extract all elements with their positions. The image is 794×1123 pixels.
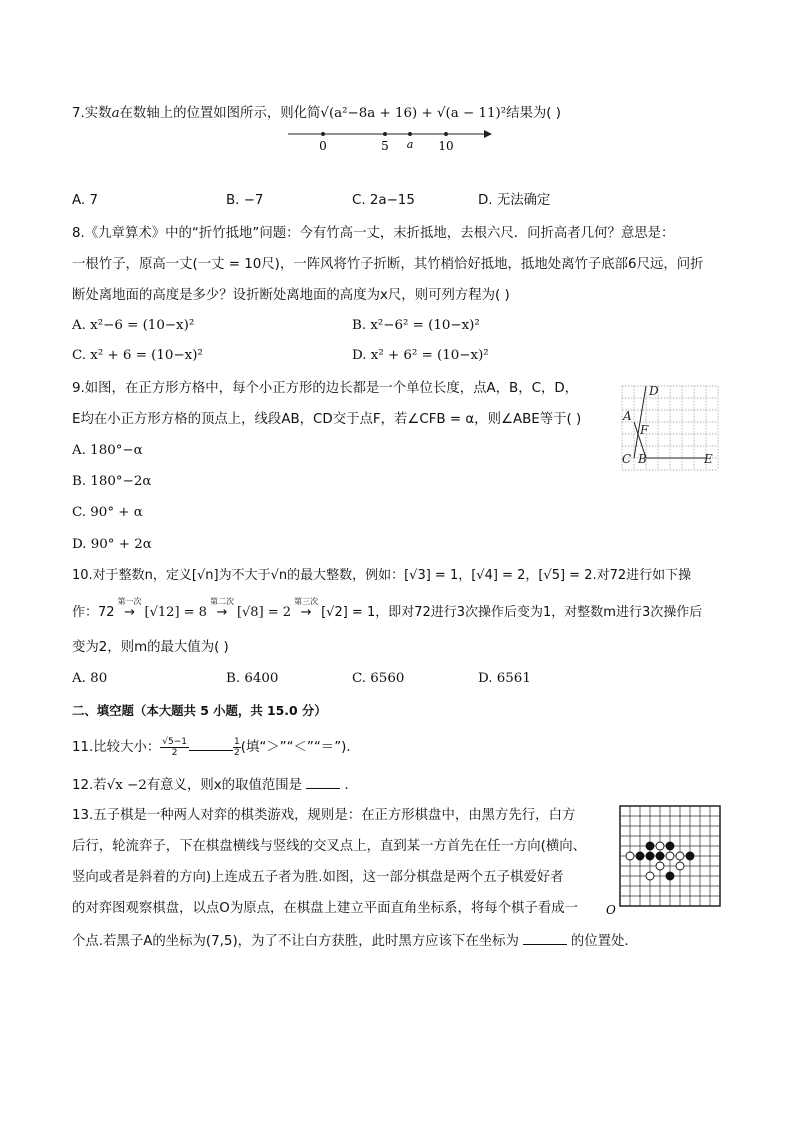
axis-label-5: 5	[381, 139, 389, 153]
q11-frac1-den: 2	[171, 747, 178, 758]
q10-line-2-c: [√2] = 1，即对72进行3次操作后变为1，对整数m进行3次操作后	[321, 605, 703, 620]
origin-label: O	[606, 903, 616, 916]
q7-stem-pre: 7.实数	[72, 106, 112, 121]
q9-option-c[interactable]: C. 90° + α	[72, 505, 143, 520]
q11-pre: 11.比较大小：	[72, 740, 161, 755]
q11-frac1-num: √5−1	[162, 736, 187, 747]
q13-gomoku-board	[604, 804, 722, 916]
q7-option-d[interactable]: D. 无法确定	[478, 193, 551, 208]
q8-option-a[interactable]: A. x²−6 = (10−x)²	[72, 318, 195, 333]
q12-answer-blank[interactable]	[306, 774, 340, 789]
q7-option-a[interactable]: A. 7	[72, 193, 98, 208]
q8-option-c[interactable]: C. x² + 6 = (10−x)²	[72, 348, 203, 363]
q9-option-b[interactable]: B. 180°−2α	[72, 474, 152, 489]
q9-option-d[interactable]: D. 90° + 2α	[72, 537, 152, 552]
black-stone	[666, 842, 674, 850]
white-stone	[656, 862, 664, 870]
q9-grid-figure	[618, 382, 724, 482]
white-stone	[646, 872, 654, 880]
q7-option-c[interactable]: C. 2a−15	[352, 193, 415, 208]
q10-step-3: 第三次	[294, 597, 319, 606]
q12-post: ．	[344, 778, 358, 793]
q12-line	[72, 774, 358, 796]
q10-line-2-pre: 作：72	[72, 605, 115, 620]
q11-frac2-num: 1	[233, 736, 240, 747]
figure-label-f: F	[640, 423, 649, 437]
q10-line-2-b: [√8] = 2	[236, 605, 292, 620]
black-stone	[656, 852, 664, 860]
figure-label-d: D	[649, 384, 659, 398]
q8-option-d[interactable]: D. x² + 6² = (10−x)²	[352, 348, 489, 363]
black-stone	[646, 842, 654, 850]
q8-line-3: 断处离地面的高度是多少？设折断处离地面的高度为x尺，则可列方程为( )	[72, 288, 510, 303]
q10-step-2: 第二次	[209, 597, 234, 606]
q11-answer-blank[interactable]	[189, 736, 233, 751]
q7-stem-mid: 在数轴上的位置如图所示，则化简	[119, 106, 321, 121]
black-stone	[636, 852, 644, 860]
figure-label-b: B	[638, 452, 647, 466]
q13-line-1: 13.五子棋是一种两人对弈的棋类游戏，规则是：在正方形棋盘中，由黑方先行，白方	[72, 808, 576, 823]
white-stone	[666, 852, 674, 860]
q9-option-a[interactable]: A. 180°−α	[72, 443, 143, 458]
figure-label-a: A	[623, 409, 632, 423]
white-stone	[626, 852, 634, 860]
q7-option-b[interactable]: B. −7	[226, 193, 264, 208]
q8-option-b[interactable]: B. x²−6² = (10−x)²	[352, 318, 480, 333]
axis-label-0: 0	[319, 139, 327, 153]
q7-stem-post: 结果为( )	[506, 106, 561, 121]
q10-line-1: 10.对于整数n，定义[√n]为不大于√n的最大整数，例如：[√3] = 1，[√4] = 2，[√5] = 2.对72进行如下操	[72, 568, 692, 583]
q11-frac2-den: 2	[233, 747, 240, 758]
q13-line-5	[72, 930, 638, 952]
q13-line-5-pre: 个点.若黑子A的坐标为(7,5)，为了不让白方获胜，此时黑方应该下在坐标为	[72, 934, 519, 949]
q13-answer-blank[interactable]	[523, 930, 567, 945]
black-stone	[686, 852, 694, 860]
q7-stem	[72, 104, 561, 124]
figure-label-c: C	[622, 452, 632, 466]
q10-option-a[interactable]: A. 80	[72, 671, 108, 686]
q12-pre: 12.若	[72, 778, 107, 793]
q11-fraction-2	[233, 737, 241, 758]
q13-line-5-post: 的位置处．	[570, 934, 638, 949]
black-stone	[666, 872, 674, 880]
q11-post: (填“＞”“＜”“＝”)．	[240, 740, 360, 755]
q10-line-3: 变为2，则m的最大值为( )	[72, 640, 229, 655]
q10-line-2: 作：72 第一次 → [√12] = 8 第二次 → [√8] = 2 第三次 → [√2] = 1，即对72进行3次操作后变为1，对整数m进行3次操作后	[72, 603, 702, 623]
axis-label-10: 10	[438, 139, 454, 153]
q13-line-3: 竖向或者是斜着的方向)上连成五子者为胜.如图，这一部分棋盘是两个五子棋爱好者	[72, 870, 564, 885]
q11-line	[72, 736, 360, 758]
q7-expression: √(a²−8a + 16) + √(a − 11)²	[320, 106, 507, 121]
white-stone	[676, 862, 684, 870]
q8-line-1: 8.《九章算术》中的“折竹抵地”问题：今有竹高一丈，末折抵地，去根六尺．问折高者几何？意思是：	[72, 226, 675, 241]
black-stone	[646, 852, 654, 860]
q11-fraction-1	[160, 737, 189, 758]
q7-stem-var: a	[111, 106, 120, 121]
q8-line-2: 一根竹子，原高一丈(一丈 = 10尺)，一阵风将竹子折断，其竹梢恰好抵地，抵地处离竹子底部6尺远，问折	[72, 257, 704, 272]
section-heading: 二、填空题（本大题共 5 小题，共 15.0 分）	[72, 703, 327, 718]
q10-line-2-a: [√12] = 8	[144, 605, 207, 620]
q13-line-4: 的对弈图观察棋盘，以点O为原点，在棋盘上建立平面直角坐标系，将每个棋子看成一	[72, 901, 578, 916]
figure-label-e: E	[704, 452, 713, 466]
q10-step-1: 第一次	[117, 597, 142, 606]
q10-option-b[interactable]: B. 6400	[226, 671, 279, 686]
q13-line-2: 后行，轮流弈子，下在棋盘横线与竖线的交叉点上，直到某一方首先在任一方向(横向、	[72, 839, 587, 854]
white-stone	[656, 842, 664, 850]
q9-line-1: 9.如图，在正方形方格中，每个小正方形的边长都是一个单位长度，点A，B，C，D，	[72, 381, 579, 396]
q12-expression: √x −2	[106, 778, 147, 793]
white-stone	[676, 852, 684, 860]
q10-option-c[interactable]: C. 6560	[352, 671, 405, 686]
q9-line-2: E均在小正方形方格的顶点上，线段AB，CD交于点F，若∠CFB = α，则∠ABE等于( )	[72, 412, 582, 427]
q7-number-line	[280, 126, 500, 160]
q10-option-d[interactable]: D. 6561	[478, 671, 531, 686]
q12-mid: 有意义，则x的取值范围是	[146, 778, 303, 793]
axis-label-a: a	[406, 138, 414, 151]
